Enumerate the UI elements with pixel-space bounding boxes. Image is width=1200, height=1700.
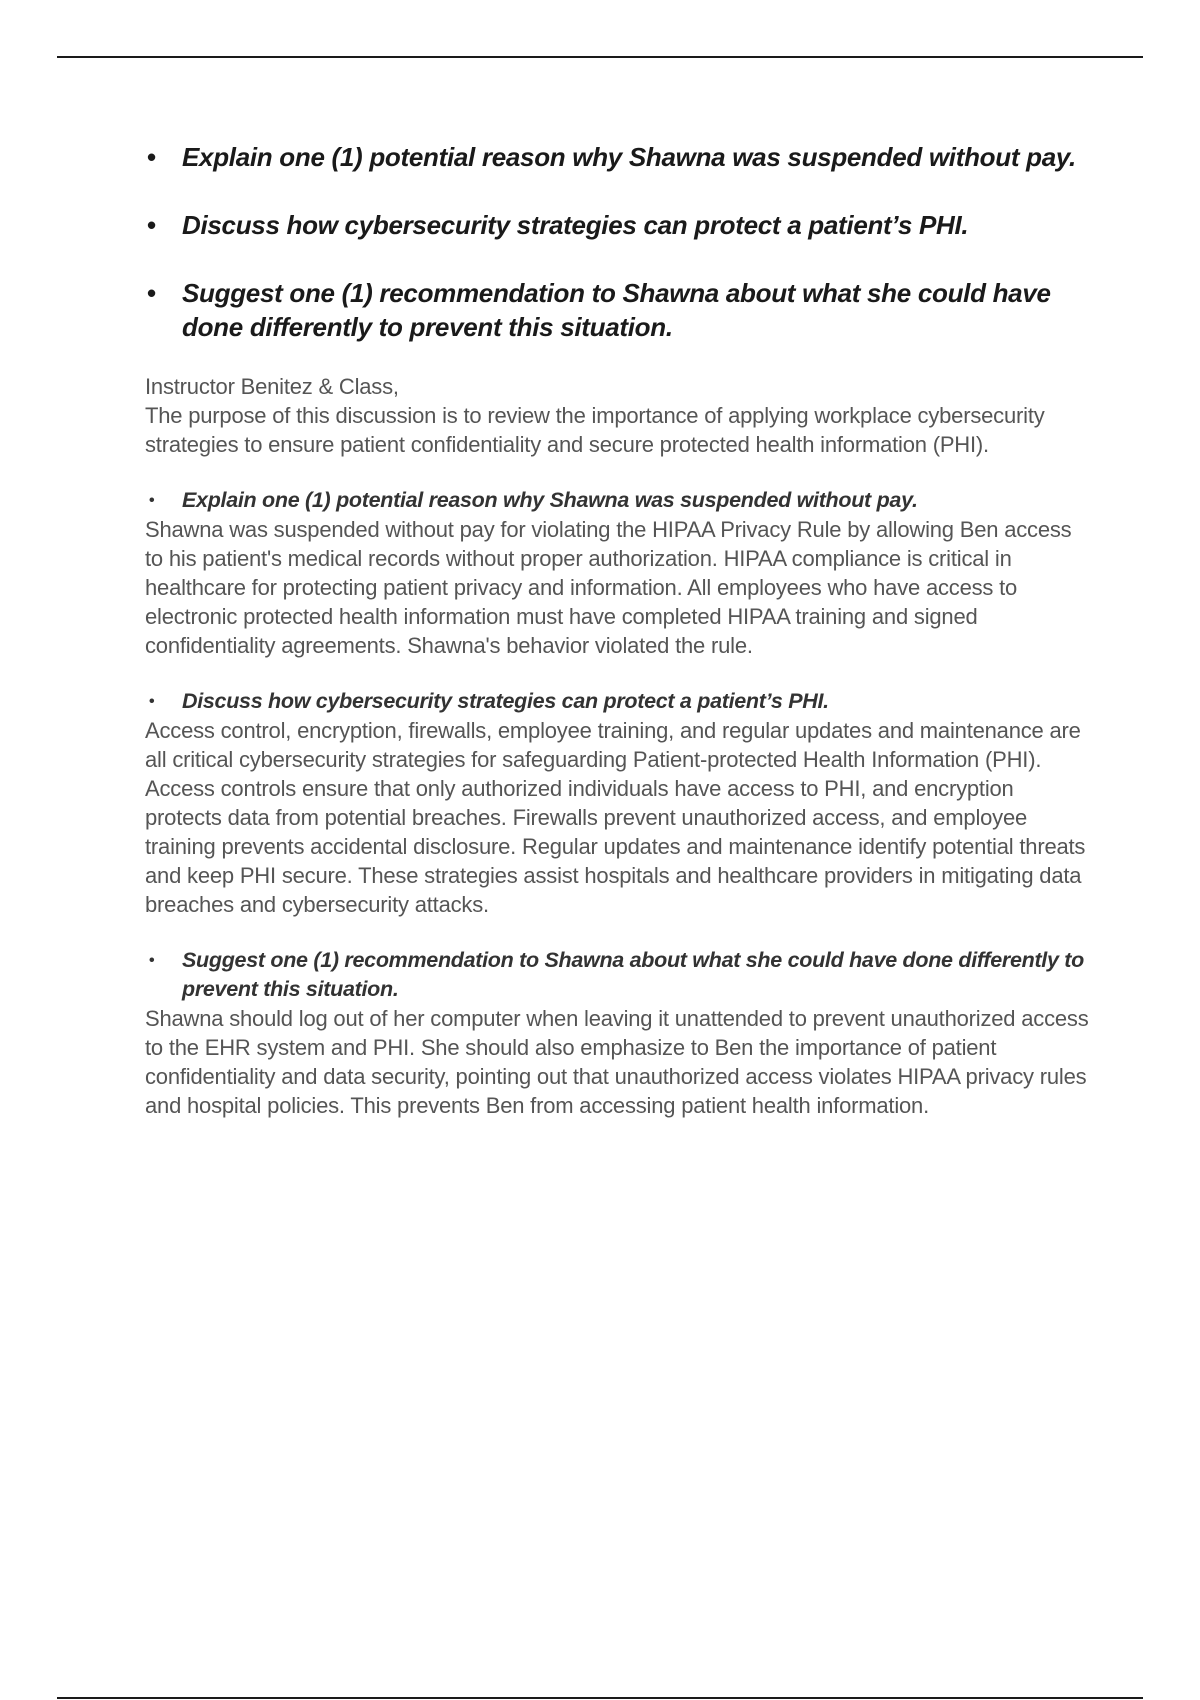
document-body — [145, 140, 1095, 1120]
bottom-rule — [57, 1697, 1143, 1699]
section-question-text: Explain one (1) potential reason why Shawna was suspended without pay. — [182, 488, 918, 512]
response — [145, 372, 1095, 1120]
greeting: Instructor Benitez & Class, — [145, 374, 399, 399]
section-question-text: Suggest one (1) recommendation to Shawna about what she could have done differently to prevent this situation. — [182, 948, 1084, 1001]
intro-paragraph: The purpose of this discussion is to review the importance of applying workplace cybersecurity strategies to ensure patient confidentiality and secure protected health information (PHI). — [145, 403, 1045, 457]
section-question — [145, 486, 1095, 515]
answer-section-2 — [145, 687, 1095, 919]
question-text: Discuss how cybersecurity strategies can protect a patient’s PHI. — [182, 210, 969, 240]
bullet-icon: • — [149, 952, 155, 969]
answer-section-3 — [145, 946, 1095, 1120]
section-question — [145, 946, 1095, 1004]
question-text: Explain one (1) potential reason why Shawna was suspended without pay. — [182, 142, 1076, 172]
section-question — [145, 687, 1095, 716]
bullet-icon: • — [147, 210, 156, 240]
bullet-icon: • — [147, 142, 156, 172]
question-item-2 — [145, 208, 1095, 242]
question-text: Suggest one (1) recommendation to Shawna about what she could have done differently to prevent this situation. — [182, 278, 1051, 342]
bullet-icon: • — [149, 492, 155, 509]
section-answer: Access control, encryption, firewalls, employee training, and regular updates and maintenance are all critical cybersecurity strategies for safeguarding Patient-protected Health Information (PHI). Access controls ensure that only authorized individuals have access to PHI, and encryption protects data from potential breaches. Firewalls prevent unauthorized access, and employee training prevents accidental disclosure. Regular updates and maintenance identify potential threats and keep PHI secure. These strategies assist hospitals and healthcare providers in mitigating data breaches and cybersecurity attacks. — [145, 718, 1086, 917]
bullet-icon: • — [149, 693, 155, 710]
bullet-icon: • — [147, 278, 156, 308]
section-answer: Shawna should log out of her computer when leaving it unattended to prevent unauthorized access to the EHR system and PHI. She should also emphasize to Ben the importance of patient confidentiality and data security, pointing out that unauthorized access violates HIPAA privacy rules and hospital policies. This prevents Ben from accessing patient health information. — [145, 1006, 1089, 1118]
section-question-text: Discuss how cybersecurity strategies can protect a patient’s PHI. — [182, 689, 829, 713]
question-item-1 — [145, 140, 1095, 174]
question-item-3 — [145, 276, 1095, 344]
section-answer: Shawna was suspended without pay for violating the HIPAA Privacy Rule by allowing Ben access to his patient's medical records without proper authorization. HIPAA compliance is critical in healthcare for protecting patient privacy and information. All employees who have access to electronic protected health information must have completed HIPAA training and signed confidentiality agreements. Shawna's behavior violated the rule. — [145, 517, 1072, 658]
top-rule — [57, 56, 1143, 58]
question-list — [145, 140, 1095, 344]
answer-section-1 — [145, 486, 1095, 660]
